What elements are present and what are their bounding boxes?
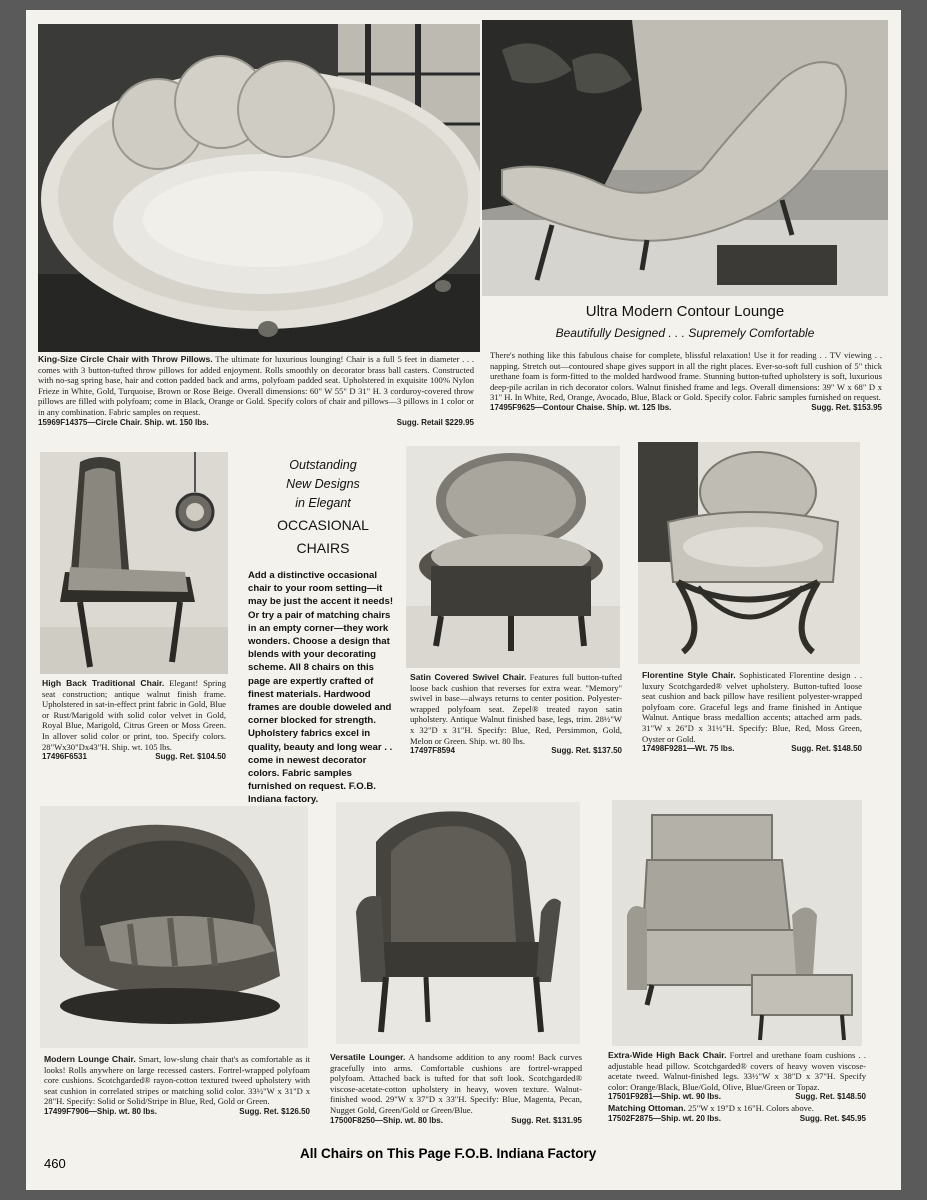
contour-lounge-desc: There's nothing like this fabulous chaise for complete, blissful relaxation! Use it for reading . . TV viewing . . napping. Stretch out—contoured shape gives support in all the right places. Ever-so-soft full cushion of 5" thick urethane foam is form-fitted to the molded hardwood frame. Stunning button-tufted upholstery is soft, luxurious deep-pile acrilan in rich decorator colors. Walnut finished frame and legs. Overall dimensions: 39" W x 68" D x 31" H. In White, Red, Orange, Avocado, Blue, Black or Gold. Specify color. Fabric samples furnished on request. [490, 350, 882, 403]
circle-chair-caption [38, 354, 474, 428]
swivel-chair-photo [406, 446, 620, 668]
versatile-lounger-sku: 17500F8250—Ship. wt. 80 lbs. [330, 1115, 443, 1125]
contour-lounge-subheading: Beautifully Designed . . . Supremely Comfortable [555, 326, 815, 340]
contour-lounge-photo [482, 20, 888, 296]
ottoman-sku: 17502F2875—Ship. wt. 20 lbs. [608, 1113, 721, 1123]
high-back-chair-caption [42, 678, 226, 763]
contour-lounge-price: Sugg. Ret. $153.95 [811, 402, 882, 412]
modern-lounge-chair-desc: Smart, low-slung chair that's as comfortable as it looks! Rolls anywhere on large recessed casters. Fortrel-wrapped polyfoam core cushions. Scotchgarded® rayon-cotton textured tweed upholstery with seat cushion in correlated stripes or matching solid color. 33½"W x 31"D x 28"H. Specify: Solid or Solid/Stripe in Blue, Red, Gold or Green. [44, 1054, 310, 1107]
circle-chair-title: King-Size Circle Chair with Throw Pillows. [38, 354, 213, 364]
high-back-chair-price: Sugg. Ret. $104.50 [155, 752, 226, 762]
modern-lounge-chair-sku: 17499F7906—Ship. wt. 80 lbs. [44, 1106, 157, 1116]
circle-chair-sku: 15969F14375—Circle Chair. Ship. wt. 150 lbs. [38, 417, 209, 427]
occasional-chairs-promo [248, 456, 398, 807]
modern-lounge-chair-title: Modern Lounge Chair. [44, 1054, 136, 1064]
promo-line-2: New Designs [286, 477, 360, 491]
high-back-chair-title: High Back Traditional Chair. [42, 678, 165, 688]
florentine-chair-photo [638, 442, 860, 664]
modern-lounge-chair-photo [40, 806, 308, 1048]
contour-lounge-sku: 17495F9625—Contour Chaise. Ship. wt. 125 lbs. [490, 402, 672, 412]
promo-line-5: CHAIRS [296, 540, 350, 556]
extra-wide-chair-photo [612, 800, 862, 1046]
versatile-lounger-photo [336, 802, 580, 1044]
ottoman-title: Matching Ottoman. [608, 1102, 686, 1113]
florentine-chair-title: Florentine Style Chair. [642, 670, 736, 680]
swivel-chair-sku: 17497F8594 [410, 746, 455, 756]
contour-lounge-heading-block [482, 303, 888, 340]
florentine-chair-sku: 17498F9281—Wt. 75 lbs. [642, 744, 735, 754]
promo-body: Add a distinctive occasional chair to your room setting—it may be just the accent it needs! Or try a pair of matching chairs in an empty corner—they work wonders. Choose a design that blends with your decorating scheme. All 8 chairs on this page are expertly crafted of finest materials. Hardwood frames are double doweled and corner blocked for strength. Upholstery fabrics excel in quality, beauty and long wear . . come in newest decorator colors. Fabric samples furnished on request. F.O.B. Indiana factory. [248, 570, 394, 806]
swivel-chair-caption [410, 672, 622, 757]
high-back-chair-sku: 17496F6531 [42, 752, 87, 762]
versatile-lounger-title: Versatile Lounger. [330, 1052, 406, 1062]
high-back-chair-photo [40, 452, 228, 674]
swivel-chair-price: Sugg. Ret. $137.50 [551, 746, 622, 756]
promo-line-3: in Elegant [295, 496, 351, 510]
florentine-chair-desc: Sophisticated Florentine design . . luxury Scotchgarded® velvet upholstery. Button-tufted loose seat cushion and back pillow have resilient polyester-wrapped polyfoam core. Graceful legs and frame finished in Antique Walnut. Antique brass medallion accents; attached arm pads. 31"W x 26"D x 31½"H. Specify: Blue, Red, Moss Green, Oyster or Gold. [642, 670, 863, 744]
extra-wide-chair-sku: 17501F9281—Ship. wt. 90 lbs. [608, 1092, 721, 1102]
promo-line-4: OCCASIONAL [277, 517, 369, 533]
page-footer: All Chairs on This Page F.O.B. Indiana Factory [300, 1146, 597, 1161]
modern-lounge-chair-price: Sugg. Ret. $126.50 [239, 1106, 310, 1116]
extra-wide-chair-title: Extra-Wide High Back Chair. [608, 1050, 727, 1060]
versatile-lounger-caption [330, 1052, 582, 1126]
versatile-lounger-price: Sugg. Ret. $131.95 [511, 1115, 582, 1125]
swivel-chair-title: Satin Covered Swivel Chair. [410, 672, 527, 682]
circle-chair-desc: The ultimate for luxurious lounging! Chair is a full 5 feet in diameter . . . comes with 3 button-tufted throw pillows for added enjoyment. Rolls smoothly on decorator brass ball casters. Constructed with no-sag spring base, hair and cotton padded back and arms, polyfoam padded seat. Upholstered in exquisite 100% Nylon Frieze in White, Gold, Turquoise, Brown or Rose Beige. Overall dimensions: 60" W 55" D 31" H. 3 corduroy-covered throw pillows are filled with polyfoam; come in Black, Orange or Gold. Specify colors of chair and pillows—3 pillows in 1 color or in any combination. Fabric samples on request. [38, 354, 474, 417]
versatile-lounger-desc: A handsome addition to any room! Back curves gracefully into arms. Comfortable cushions are fortrel-wrapped polyfoam. Attached back is tufted for that soft look. Scotchgarded® viscose-acetate-cotton upholstery in heavy, woven texture. Walnut-finished wood. 29"W x 37"D x 33"H. Specify: Blue, Magenta, Pecan, Nugget Gold, Green/Gold or Green/Blue. [330, 1052, 582, 1115]
promo-line-1: Outstanding [289, 458, 357, 472]
page-number: 460 [44, 1156, 66, 1171]
high-back-chair-desc: Elegant! Spring seat construction; antique walnut finish frame. Upholstered in sat-in-effect print fabric in Gold, Blue or Rust/Marigold with solid color velvet in Gold, Royal Blue, Marigold, Citrus Green or Moss Green. In allover solid color or print, too. Specify colors. 28"Wx30"Dx43"H. Ship. wt. 105 lbs. [42, 678, 226, 752]
ottoman-desc: 25"W x 19"D x 16"H. Colors above. [687, 1102, 814, 1113]
extra-wide-chair-caption [608, 1050, 866, 1124]
florentine-chair-caption [642, 670, 862, 755]
modern-lounge-chair-caption [44, 1054, 310, 1118]
ottoman-price: Sugg. Ret. $45.95 [799, 1113, 866, 1123]
circle-chair-photo [38, 24, 480, 352]
extra-wide-chair-desc: Fortrel and urethane foam cushions . . adjustable head pillow. Scotchgarded® covers of heavy woven viscose-acetate tweed. Walnut-finished legs. 33½"W x 38"D x 37"H. Specify color: Orange/Black, Blue/Gold, Olive, Blue/Green or Topaz. [608, 1050, 866, 1092]
contour-lounge-caption [490, 350, 882, 414]
swivel-chair-desc: Features full button-tufted loose back cushion that reverses for extra wear. "Memory" swivel in base—always returns to center position. Polyester-wrapped polyfoam seat. Zepel® treated rayon satin upholstery. Antique Walnut finished base, legs, trim. 28½"W x 32"D x 31"H. Specify: Blue, Red, Persimmon, Gold, Melon or Green. Ship. wt. 80 lbs. [410, 672, 622, 746]
circle-chair-price: Sugg. Retail $229.95 [396, 417, 474, 427]
contour-lounge-heading: Ultra Modern Contour Lounge [585, 303, 785, 320]
extra-wide-chair-price: Sugg. Ret. $148.50 [795, 1092, 866, 1102]
florentine-chair-price: Sugg. Ret. $148.50 [791, 744, 862, 754]
